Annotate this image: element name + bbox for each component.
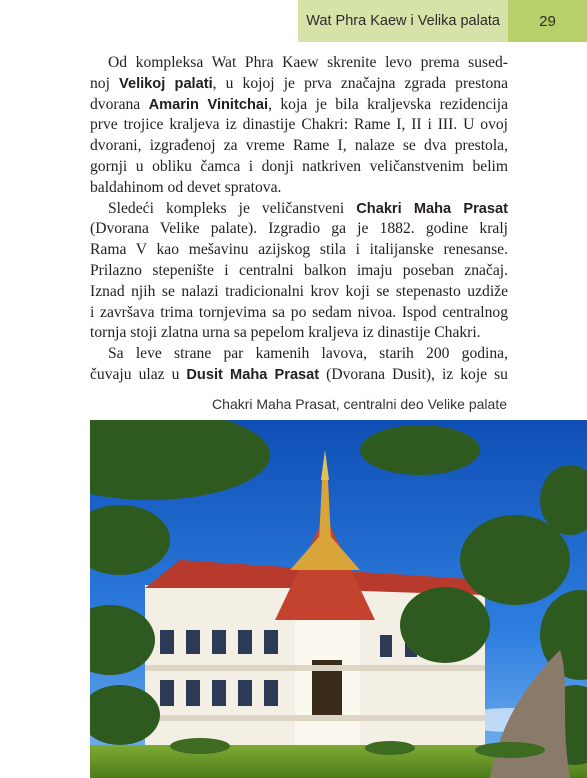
text-line: i završava trima tornjevima sa po sedam nivoa. Ispod centralnog <box>90 303 508 321</box>
text-line: Od kompleksa Wat Phra Kaew skrenite levo prema sused- <box>108 54 508 71</box>
page-number-box <box>508 0 587 42</box>
running-header <box>298 0 508 42</box>
text-line: Iznad njih se nalazi tradicionalni krov koji se stepenasto uzdiže <box>90 282 508 300</box>
photo-caption: Chakri Maha Prasat, centralni deo Velike palate <box>212 396 507 412</box>
text-line: Rama V kao mešavinu azijskog stila i italijanske renesanse. <box>90 241 508 259</box>
bold-term: Dusit Maha Prasat <box>186 366 320 383</box>
text-line: Sledeći kompleks je veličanstveni Chakri Maha Prasat <box>108 199 508 217</box>
running-header-title: Wat Phra Kaew i Velika palata <box>306 13 500 29</box>
page-number: 29 <box>539 12 556 30</box>
text-line: (Dvorana Velike palate). Izgradio ga je 1882. godine kralj <box>90 220 508 238</box>
body-text <box>90 53 508 386</box>
text-line: Sa leve strane par kamenih lavova, starih 200 godina, <box>108 345 508 363</box>
text-line: tornja stoji zlatna urna sa pepelom kraljeva iz dinastije Chakri. <box>90 324 481 342</box>
text-line: dvorana Amarin Vinitchai, koja je bila kraljevska rezidencija <box>90 95 508 113</box>
paragraph-2 <box>90 199 508 345</box>
text-line: gornji u obliku čamca i donji natkriven veličanstvenim belim <box>90 157 508 175</box>
text-line: baldahinom od devet spratova. <box>90 178 282 196</box>
text-line: Prilazno stepenište i centralni balkon imaju poseban značaj. <box>90 261 508 279</box>
palace-photo <box>90 420 587 778</box>
text-line: noj Velikoj palati, u kojoj je prva značajna zgrada prestona <box>90 74 508 92</box>
text-line: čuvaju ulaz u Dusit Maha Prasat (Dvorana Dusit), iz koje su <box>90 365 508 383</box>
text-line: prve trojice kraljeva iz dinastije Chakri: Rame I, II i III. U ovoj <box>90 116 508 134</box>
text-line: dvorani, izgrađenoj za vreme Rame I, nalaze se dva prestola, <box>90 137 508 155</box>
bold-term: Velikoj palati <box>119 75 213 92</box>
paragraph-1 <box>90 53 508 199</box>
bold-term: Amarin Vinitchai <box>148 96 269 113</box>
bold-term: Chakri Maha Prasat <box>356 200 508 217</box>
paragraph-3 <box>90 344 508 386</box>
